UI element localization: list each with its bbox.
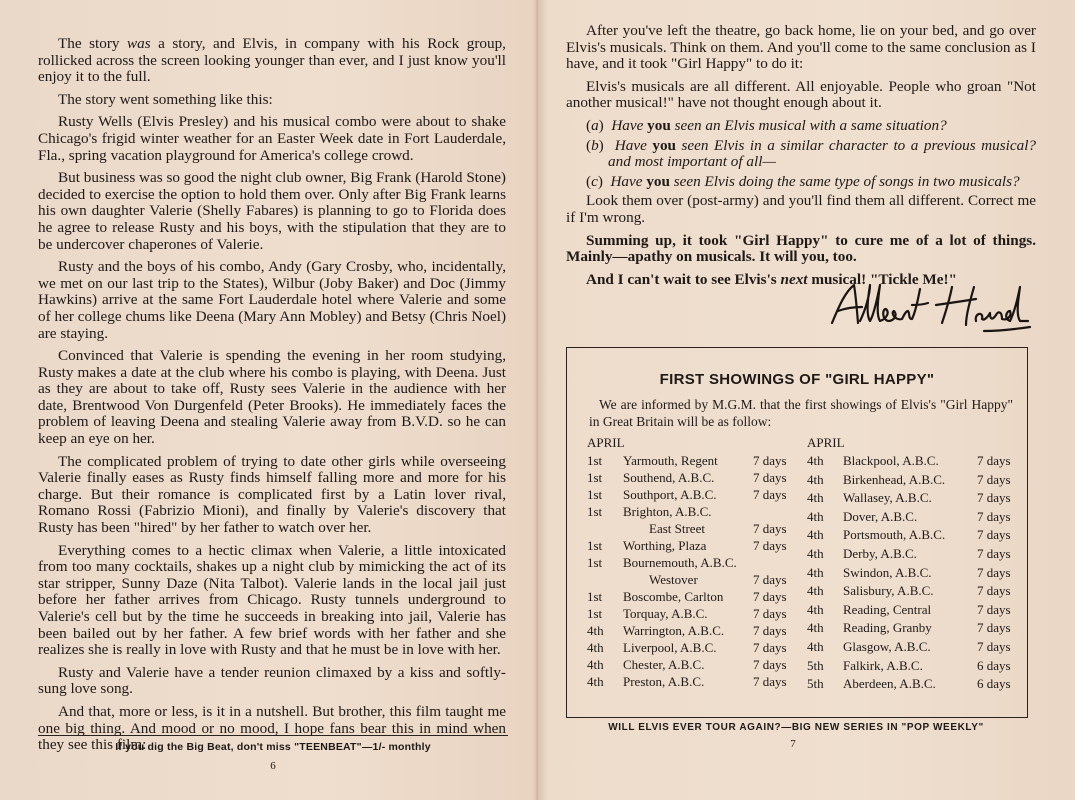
- showing-row: [807, 675, 1022, 694]
- showing-date: 4th: [807, 601, 824, 617]
- showing-date: 4th: [807, 490, 824, 506]
- footer-rule: [38, 735, 508, 736]
- schedule-column-1: [587, 434, 802, 690]
- showing-venue: Portsmouth, A.B.C.: [843, 527, 946, 543]
- showing-duration: 7 days: [753, 453, 787, 468]
- box-intro: We are informed by M.G.M. that the first showings of Elvis's "Girl Happy" in Great Britain will be as follow:: [589, 397, 1013, 429]
- showing-venue: Aberdeen, A.B.C.: [843, 676, 936, 692]
- showing-venue: Warrington, A.B.C.: [623, 623, 725, 638]
- showing-duration: 7 days: [977, 638, 1011, 654]
- showing-row: [807, 545, 1022, 564]
- showing-date: 4th: [587, 657, 604, 672]
- page-number: 7: [790, 738, 796, 750]
- showing-duration: 7 days: [753, 470, 787, 485]
- right-article-text: [566, 23, 1036, 294]
- schedule-column-2: [807, 434, 1022, 694]
- showing-duration: 7 days: [753, 572, 787, 587]
- showing-date: 5th: [807, 676, 824, 692]
- showing-date: 4th: [807, 564, 824, 580]
- left-page: [38, 0, 508, 800]
- showing-row: [587, 622, 802, 639]
- showing-duration: 7 days: [753, 674, 787, 689]
- showing-row: [807, 508, 1022, 527]
- showing-venue: Brighton, A.B.C.: [623, 504, 712, 519]
- showing-date: 1st: [587, 470, 603, 485]
- showing-row: [807, 601, 1022, 620]
- showing-row: [807, 564, 1022, 583]
- question-a: (a) Have you seen an Elvis musical with a same situation?: [586, 116, 947, 134]
- month-heading: APRIL: [587, 435, 625, 450]
- showing-duration: 7 days: [977, 564, 1011, 580]
- paragraph: Look them over (post-army) and you'll find them all different. Correct me if I'm wrong.: [566, 192, 1036, 226]
- page-gutter: [536, 0, 538, 800]
- showing-duration: 7 days: [977, 620, 1011, 636]
- showing-venue: Yarmouth, Regent: [623, 453, 718, 468]
- showing-date: 1st: [587, 504, 603, 519]
- showing-duration: 6 days: [977, 676, 1011, 692]
- showing-duration: 7 days: [753, 487, 787, 502]
- showing-date: 4th: [807, 527, 824, 543]
- showing-date: 1st: [587, 555, 603, 570]
- showing-row: [587, 503, 802, 520]
- showing-duration: 7 days: [753, 589, 787, 604]
- first-showings-box: [566, 347, 1028, 718]
- paragraph: The story went something like this:: [58, 90, 273, 108]
- showing-row: [807, 471, 1022, 490]
- showing-date: 1st: [587, 538, 603, 553]
- right-page: [566, 0, 1036, 800]
- showing-date: 4th: [807, 583, 824, 599]
- showing-venue: Chester, A.B.C.: [623, 657, 705, 672]
- showing-row: [587, 554, 802, 571]
- showing-row: [587, 520, 802, 537]
- showing-venue: Falkirk, A.B.C.: [843, 657, 923, 673]
- showing-row: [587, 537, 802, 554]
- signature-albert-hand: [824, 275, 1034, 345]
- showing-date: 4th: [807, 545, 824, 561]
- showing-duration: 7 days: [977, 453, 1011, 468]
- showing-date: 1st: [587, 589, 603, 604]
- showing-duration: 7 days: [977, 490, 1011, 506]
- month-heading: APRIL: [807, 435, 845, 450]
- showing-duration: 7 days: [753, 640, 787, 655]
- closing-paragraph: And I can't wait to see Elvis's next musical! "Tickle Me!": [586, 270, 957, 288]
- showing-duration: 7 days: [977, 583, 1011, 599]
- footer-advert: WILL ELVIS EVER TOUR AGAIN?—BIG NEW SERIES IN "POP WEEKLY": [608, 722, 984, 733]
- paragraph: Rusty Wells (Elvis Presley) and his musical combo were about to shake Chicago's frigid winter weather for an Easter Week date in Fort Lauderdale, Fla., spring vacation playground for America's college crowd.: [38, 113, 506, 164]
- question-c: (c) Have you seen Elvis doing the same type of songs in two musicals?: [586, 172, 1020, 190]
- showing-date: 4th: [807, 638, 824, 654]
- showing-row: [807, 619, 1022, 638]
- showing-date: 1st: [587, 487, 603, 502]
- paragraph: Rusty and Valerie have a tender reunion climaxed by a kiss and softly-sung love song.: [38, 663, 506, 698]
- showing-venue: Wallasey, A.B.C.: [843, 490, 932, 506]
- left-article-text: [38, 36, 506, 760]
- paragraph: Rusty and the boys of his combo, Andy (Gary Crosby, who, incidentally, we met on our last trip to the States), Wilbur (Joby Baker) and Doc (Jimmy Hawkins) arrive at the same Fort Lauderdale hotel where Valerie and some of her college chums like Deena (Mary Ann Mobley) and Betsy (Chris Noel) are staying.: [38, 258, 506, 342]
- showing-venue: Dover, A.B.C.: [843, 508, 918, 524]
- showing-date: 4th: [807, 471, 824, 487]
- showing-venue: Swindon, A.B.C.: [843, 564, 932, 580]
- showing-venue: Liverpool, A.B.C.: [623, 640, 717, 655]
- showing-venue: Southport, A.B.C.: [623, 487, 717, 502]
- paragraph: The complicated problem of trying to date other girls while overseeing Valerie finally eases as Rusty finds himself falling more and more for his charge. But their romance is complicated first by a Latin lover rival, Romano Rossi (Fabrizio Mioni), and finally by Valerie's discovery that Rusty has been "hired" by her father to watch over her.: [38, 452, 506, 537]
- box-title: FIRST SHOWINGS OF "GIRL HAPPY": [659, 371, 935, 388]
- showing-row: [807, 657, 1022, 676]
- summary-paragraph: Summing up, it took "Girl Happy" to cure me of a lot of things. Mainly—apathy on musicals. It will you, too.: [566, 231, 1036, 266]
- showing-row: [587, 486, 802, 503]
- showing-venue: Torquay, A.B.C.: [623, 606, 708, 621]
- showing-venue: Glasgow, A.B.C.: [843, 638, 931, 654]
- paragraph: Everything comes to a hectic climax when Valerie, a little intoxicated from too many cocktails, shakes up a night club by mimicking the act of its star stripper, Sunny Daze (Nita Talbot). Valerie lands in the local jail just before her father arrives from Chicago. Rusty tunnels underground to Valerie's cell but by the time he succeeds in breaking into jail, Valerie has been bailed out by her father. A few brief words with her father and she realizes she is really in love with Rusty and that he must be in love with her.: [38, 541, 506, 659]
- showing-duration: 7 days: [977, 471, 1011, 487]
- showing-row: [587, 571, 802, 588]
- showing-duration: 7 days: [753, 521, 787, 536]
- showing-date: 4th: [807, 508, 824, 524]
- paragraph: Elvis's musicals are all different. All enjoyable. People who groan "Not another musical!" have not thought enough about it.: [566, 77, 1036, 112]
- showing-duration: 7 days: [753, 606, 787, 621]
- showing-duration: 7 days: [977, 527, 1011, 543]
- showing-duration: 7 days: [977, 545, 1011, 561]
- showing-duration: 6 days: [977, 657, 1011, 673]
- question-b: (b) Have you seen Elvis in a similar character to a previous musical? and most important of all—: [586, 136, 1037, 171]
- showing-date: 4th: [587, 674, 604, 689]
- showing-venue: Southend, A.B.C.: [623, 470, 715, 485]
- showing-date: 4th: [807, 620, 824, 636]
- showing-date: 1st: [587, 606, 603, 621]
- showing-row: [807, 489, 1022, 508]
- showing-row: [807, 526, 1022, 545]
- showing-venue: Derby, A.B.C.: [843, 545, 917, 561]
- showing-date: 5th: [807, 657, 824, 673]
- page-number: 6: [270, 760, 276, 772]
- showing-venue: Blackpool, A.B.C.: [843, 453, 939, 468]
- paragraph: The story was a story, and Elvis, in company with his Rock group, rollicked across the screen looking younger than ever, and I just know you'll enjoy it to the full.: [38, 35, 506, 86]
- showing-venue: East Street: [649, 521, 705, 536]
- showing-row: [807, 452, 1022, 471]
- paragraph: Convinced that Valerie is spending the evening in her room studying, Rusty makes a date at the club where his combo is playing, with Deena. Just as they are about to take off, Rusty sees Valerie in the audience with her date, Brentwood Von Durgenfeld (Peter Brooks). He immediately faces the problem of leaving Deena and stealing Valerie away from B.V.D. so he can keep an eye on her.: [38, 347, 506, 448]
- showing-date: 4th: [587, 623, 604, 638]
- showing-date: 1st: [587, 453, 603, 468]
- showing-row: [587, 469, 802, 486]
- showing-duration: 7 days: [753, 657, 787, 672]
- showing-venue: Preston, A.B.C.: [623, 674, 705, 689]
- paragraph: And that, more or less, is it in a nutshell. But brother, this film taught me one big thing. And mood or no mood, I hope fans bear this in mind when they see this film:: [38, 702, 506, 754]
- showing-venue: Reading, Granby: [843, 620, 932, 636]
- paragraph: But business was so good the night club owner, Big Frank (Harold Stone) decided to exercise the option to hold them over. Only after Big Frank learns his own daughter Valerie (Shelly Fabares) is planning to go to Florida does he agree to release Rusty and his boys, with the stipulation that they are to be undercover chaperones of Valerie.: [38, 169, 506, 253]
- showing-row: [587, 452, 802, 469]
- showing-row: [807, 638, 1022, 657]
- showing-row: [807, 582, 1022, 601]
- showing-venue: Birkenhead, A.B.C.: [843, 471, 946, 487]
- showing-duration: 7 days: [753, 623, 787, 638]
- showing-venue: Boscombe, Carlton: [623, 589, 724, 604]
- showing-venue: Salisbury, A.B.C.: [843, 583, 934, 599]
- showing-row: [587, 639, 802, 656]
- showing-date: 4th: [807, 453, 824, 468]
- footer-advert: If you dig the Big Beat, don't miss "TEENBEAT"—1/- monthly: [115, 741, 431, 753]
- showing-row: [587, 605, 802, 622]
- showing-date: 4th: [587, 640, 604, 655]
- showing-row: [587, 673, 802, 690]
- showing-duration: 7 days: [977, 508, 1011, 524]
- showing-venue: Worthing, Plaza: [623, 538, 707, 553]
- showing-duration: 7 days: [753, 538, 787, 553]
- showing-row: [587, 656, 802, 673]
- paragraph: After you've left the theatre, go back home, lie on your bed, and go over Elvis's musicals. Think on them. And you'll come to the same conclusion as I have, and it took "Girl Happy" to do it:: [566, 22, 1036, 73]
- showing-venue: Westover: [649, 572, 698, 587]
- showing-row: [587, 588, 802, 605]
- showing-duration: 7 days: [977, 601, 1011, 617]
- showing-venue: Bournemouth, A.B.C.: [623, 555, 737, 570]
- showing-venue: Reading, Central: [843, 601, 932, 617]
